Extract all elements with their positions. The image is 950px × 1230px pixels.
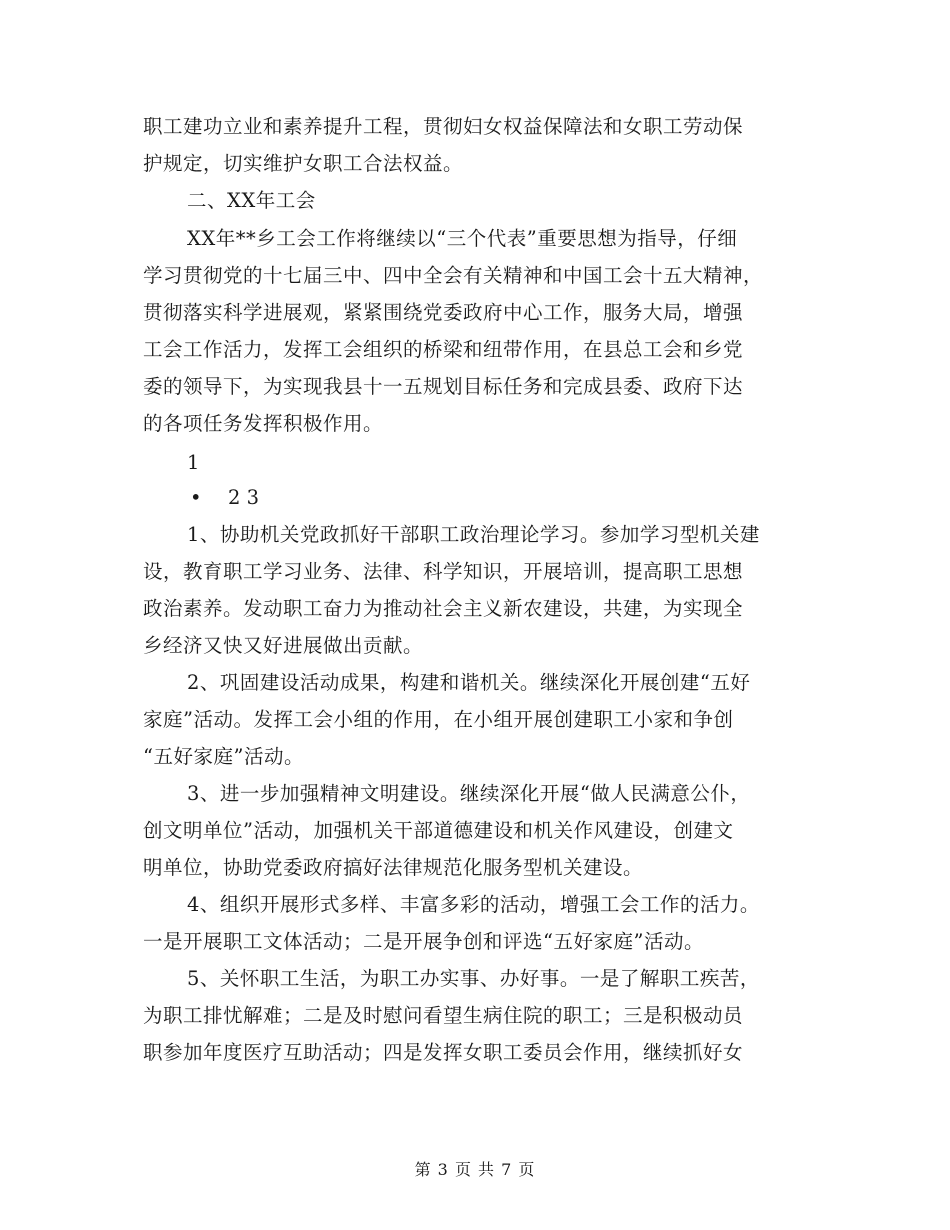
- list-number: 1: [187, 451, 200, 474]
- page-footer: 第 3 页 共 7 页: [414, 1160, 536, 1179]
- body-text-line: 职工建功立业和素养提升工程，贯彻妇女权益保障法和女职工劳动保: [143, 115, 744, 138]
- body-text-line: 一是开展职工文体活动；二是开展争创和评选“五好家庭”活动。: [143, 930, 704, 953]
- paragraph-first-line: 3、进一步加强精神文明建设。继续深化开展“做人民满意公仆，: [187, 782, 751, 805]
- body-text-line: 委的领导下，为实现我县十一五规划目标任务和完成县委、政府下达: [143, 375, 744, 398]
- bullet-item: [190, 488, 259, 508]
- body-text-line: 为职工排忧解难；二是及时慰问看望生病住院的职工；三是积极动员: [143, 1004, 744, 1027]
- section-heading: 二、XX年工会: [187, 189, 316, 212]
- body-text-line: 工会工作活力，发挥工会组织的桥梁和纽带作用，在县总工会和乡党: [143, 338, 744, 361]
- body-text-line: 学习贯彻党的十七届三中、四中全会有关精神和中国工会十五大精神，: [143, 264, 764, 287]
- body-text-line: 家庭”活动。发挥工会小组的作用，在小组开展创建职工小家和争创: [143, 708, 734, 731]
- paragraph-first-line: XX年**乡工会工作将继续以“三个代表”重要思想为指导，仔细: [187, 227, 738, 250]
- body-text-line: 乡经济又快又好进展做出贡献。: [143, 634, 424, 657]
- body-text-line: “五好家庭”活动。: [143, 745, 304, 768]
- body-text-line: 护规定，切实维护女职工合法权益。: [143, 152, 464, 175]
- bullet-icon: •: [190, 486, 202, 509]
- body-text-line: 创文明单位”活动，加强机关干部道德建设和机关作风建设，创建文: [143, 819, 734, 842]
- body-text-line: 职参加年度医疗互助活动；四是发挥女职工委员会作用，继续抓好女: [143, 1041, 744, 1064]
- body-text-line: 贯彻落实科学进展观，紧紧围绕党委政府中心工作，服务大局，增强: [143, 301, 744, 324]
- paragraph-first-line: 1、协助机关党政抓好干部职工政治理论学习。参加学习型机关建: [187, 523, 760, 546]
- bullet-text: 2 3: [228, 486, 260, 509]
- body-text-line: 政治素养。发动职工奋力为推动社会主义新农建设，共建，为实现全: [143, 597, 744, 620]
- body-text-line: 的各项任务发挥积极作用。: [143, 412, 384, 435]
- body-text-line: 设，教育职工学习业务、法律、科学知识，开展培训，提高职工思想: [143, 560, 744, 583]
- paragraph-first-line: 2、巩固建设活动成果，构建和谐机关。继续深化开展创建“五好: [187, 671, 751, 694]
- body-text-line: 明单位，协助党委政府搞好法律规范化服务型机关建设。: [143, 856, 644, 879]
- paragraph-first-line: 4、组织开展形式多样、丰富多彩的活动，增强工会工作的活力。: [187, 893, 760, 916]
- paragraph-first-line: 5、关怀职工生活，为职工办实事、办好事。一是了解职工疾苦，: [187, 967, 760, 990]
